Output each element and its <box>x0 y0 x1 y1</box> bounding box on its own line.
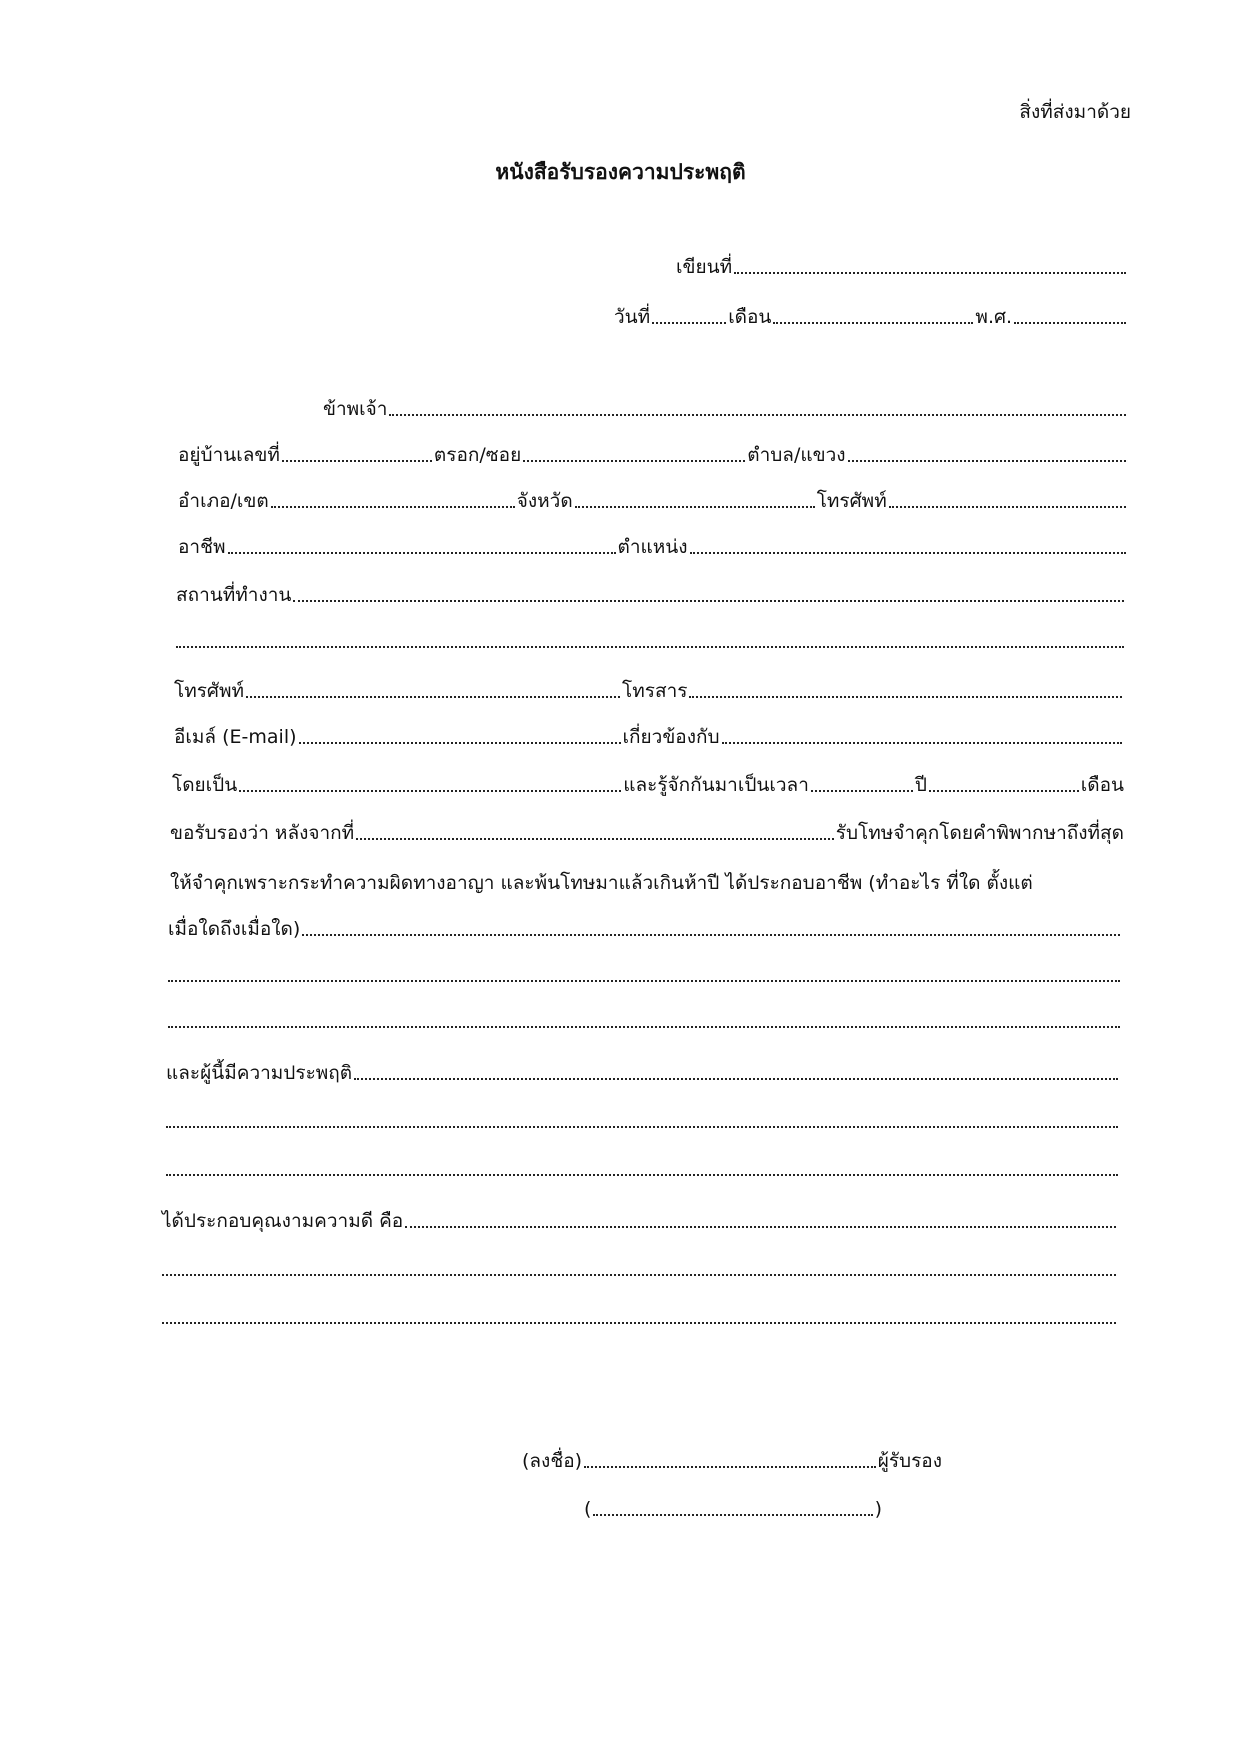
year-field[interactable] <box>1014 322 1126 324</box>
merit-field-3[interactable] <box>162 1322 1116 1324</box>
as-label: โดยเป็น <box>172 774 238 796</box>
alley-field[interactable] <box>523 460 745 462</box>
written-at-label: เขียนที่ <box>676 256 733 278</box>
as-field[interactable] <box>239 790 621 792</box>
behavior-row-2 <box>166 1106 1120 1134</box>
since-field-3[interactable] <box>168 1026 1120 1028</box>
work-phone-field[interactable] <box>246 696 620 698</box>
merit-row-3 <box>162 1302 1118 1330</box>
day-label: วันที่ <box>614 306 651 328</box>
work-phone-row <box>174 676 1124 704</box>
behavior-field-2[interactable] <box>166 1126 1118 1128</box>
close-paren: ) <box>874 1498 882 1520</box>
phone-label: โทรศัพท์ <box>816 490 887 512</box>
email-field[interactable] <box>299 742 621 744</box>
workplace-row-2 <box>176 626 1126 654</box>
since-row-3 <box>168 1006 1122 1034</box>
alley-label: ตรอก/ซอย <box>433 444 522 466</box>
behavior-row <box>166 1058 1120 1086</box>
signature-row <box>522 1446 942 1474</box>
date-row <box>614 302 1128 330</box>
merit-row-2 <box>162 1254 1118 1282</box>
signature-field[interactable] <box>584 1466 876 1468</box>
house-no-field[interactable] <box>282 460 432 462</box>
related-field[interactable] <box>722 742 1122 744</box>
occupation-field[interactable] <box>228 552 616 554</box>
enclosure-label: สิ่งที่ส่งมาด้วย <box>1019 101 1131 123</box>
written-at-row <box>676 252 1128 280</box>
since-row-2 <box>168 960 1122 988</box>
merit-field[interactable] <box>405 1226 1116 1228</box>
district-row <box>178 486 1128 514</box>
position-label: ตำแหน่ง <box>617 536 688 558</box>
sentence-label: รับโทษจำคุกโดยคำพิพากษาถึงที่สุด <box>835 822 1124 844</box>
sign-label: (ลงชื่อ) <box>522 1450 583 1472</box>
fax-label: โทรสาร <box>622 680 688 702</box>
fax-field[interactable] <box>689 696 1122 698</box>
certify-label: ขอรับรองว่า หลังจากที่ <box>170 822 355 844</box>
since-field[interactable] <box>302 934 1120 936</box>
behavior-field[interactable] <box>354 1078 1118 1080</box>
occupation-label: อาชีพ <box>178 536 226 558</box>
day-field[interactable] <box>652 322 726 324</box>
subdistrict-field[interactable] <box>848 460 1126 462</box>
province-label: จังหวัด <box>516 490 573 512</box>
behavior-row-3 <box>166 1154 1120 1182</box>
certify-row <box>170 818 1124 846</box>
known-label: และรู้จักกันมาเป็นเวลา <box>623 774 809 796</box>
year-label: พ.ศ. <box>975 306 1013 328</box>
open-paren: ( <box>584 1498 592 1520</box>
certifier-label: ผู้รับรอง <box>877 1450 942 1472</box>
relationship-row <box>172 770 1124 798</box>
printed-name-row <box>584 1494 882 1522</box>
phone-field[interactable] <box>889 506 1126 508</box>
workplace-label: สถานที่ทำงาน <box>176 584 292 606</box>
house-no-label: อยู่บ้านเลขที่ <box>178 444 280 466</box>
known-month-label: เดือน <box>1080 774 1124 796</box>
month-field[interactable] <box>773 322 973 324</box>
known-months-field[interactable] <box>929 790 1079 792</box>
district-field[interactable] <box>271 506 515 508</box>
address-row <box>178 440 1128 468</box>
workplace-field-2[interactable] <box>176 646 1124 648</box>
name-label: ข้าพเจ้า <box>323 398 388 420</box>
province-field[interactable] <box>575 506 815 508</box>
related-label: เกี่ยวข้องกับ <box>622 726 720 748</box>
email-label: อีเมล์ (E-mail) <box>174 726 297 748</box>
position-field[interactable] <box>690 552 1126 554</box>
month-label: เดือน <box>728 306 772 328</box>
behavior-field-3[interactable] <box>166 1174 1118 1176</box>
merit-label: ได้ประกอบคุณงามความดี คือ <box>162 1210 404 1232</box>
merit-row <box>162 1206 1118 1234</box>
email-row <box>174 722 1124 750</box>
document-title: หนังสือรับรองความประพฤติ <box>495 160 746 184</box>
merit-field-2[interactable] <box>162 1274 1116 1276</box>
behavior-label: และผู้นี้มีความประพฤติ <box>166 1062 353 1084</box>
certify-field[interactable] <box>356 838 834 840</box>
district-label: อำเภอ/เขต <box>178 490 269 512</box>
occupation-row <box>178 532 1128 560</box>
since-field-2[interactable] <box>168 980 1120 982</box>
known-years-field[interactable] <box>811 790 913 792</box>
since-row <box>168 914 1122 942</box>
since-label: เมื่อใดถึงเมื่อใด) <box>168 918 301 940</box>
workplace-field[interactable] <box>293 600 1124 602</box>
work-phone-label: โทรศัพท์ <box>174 680 245 702</box>
statement-text: ให้จำคุกเพราะกระทำความผิดทางอาญา และพ้นโทษมาแล้วเกินห้าปี ได้ประกอบอาชีพ (ทำอะไร ที่ใด ตั้งแต่ <box>170 872 1033 894</box>
known-year-label: ปี <box>914 774 927 796</box>
name-field[interactable] <box>389 414 1126 416</box>
written-at-field[interactable] <box>734 272 1126 274</box>
name-row <box>323 394 1128 422</box>
subdistrict-label: ตำบล/แขวง <box>747 444 846 466</box>
workplace-row <box>176 580 1126 608</box>
printed-name-field[interactable] <box>593 1514 872 1516</box>
